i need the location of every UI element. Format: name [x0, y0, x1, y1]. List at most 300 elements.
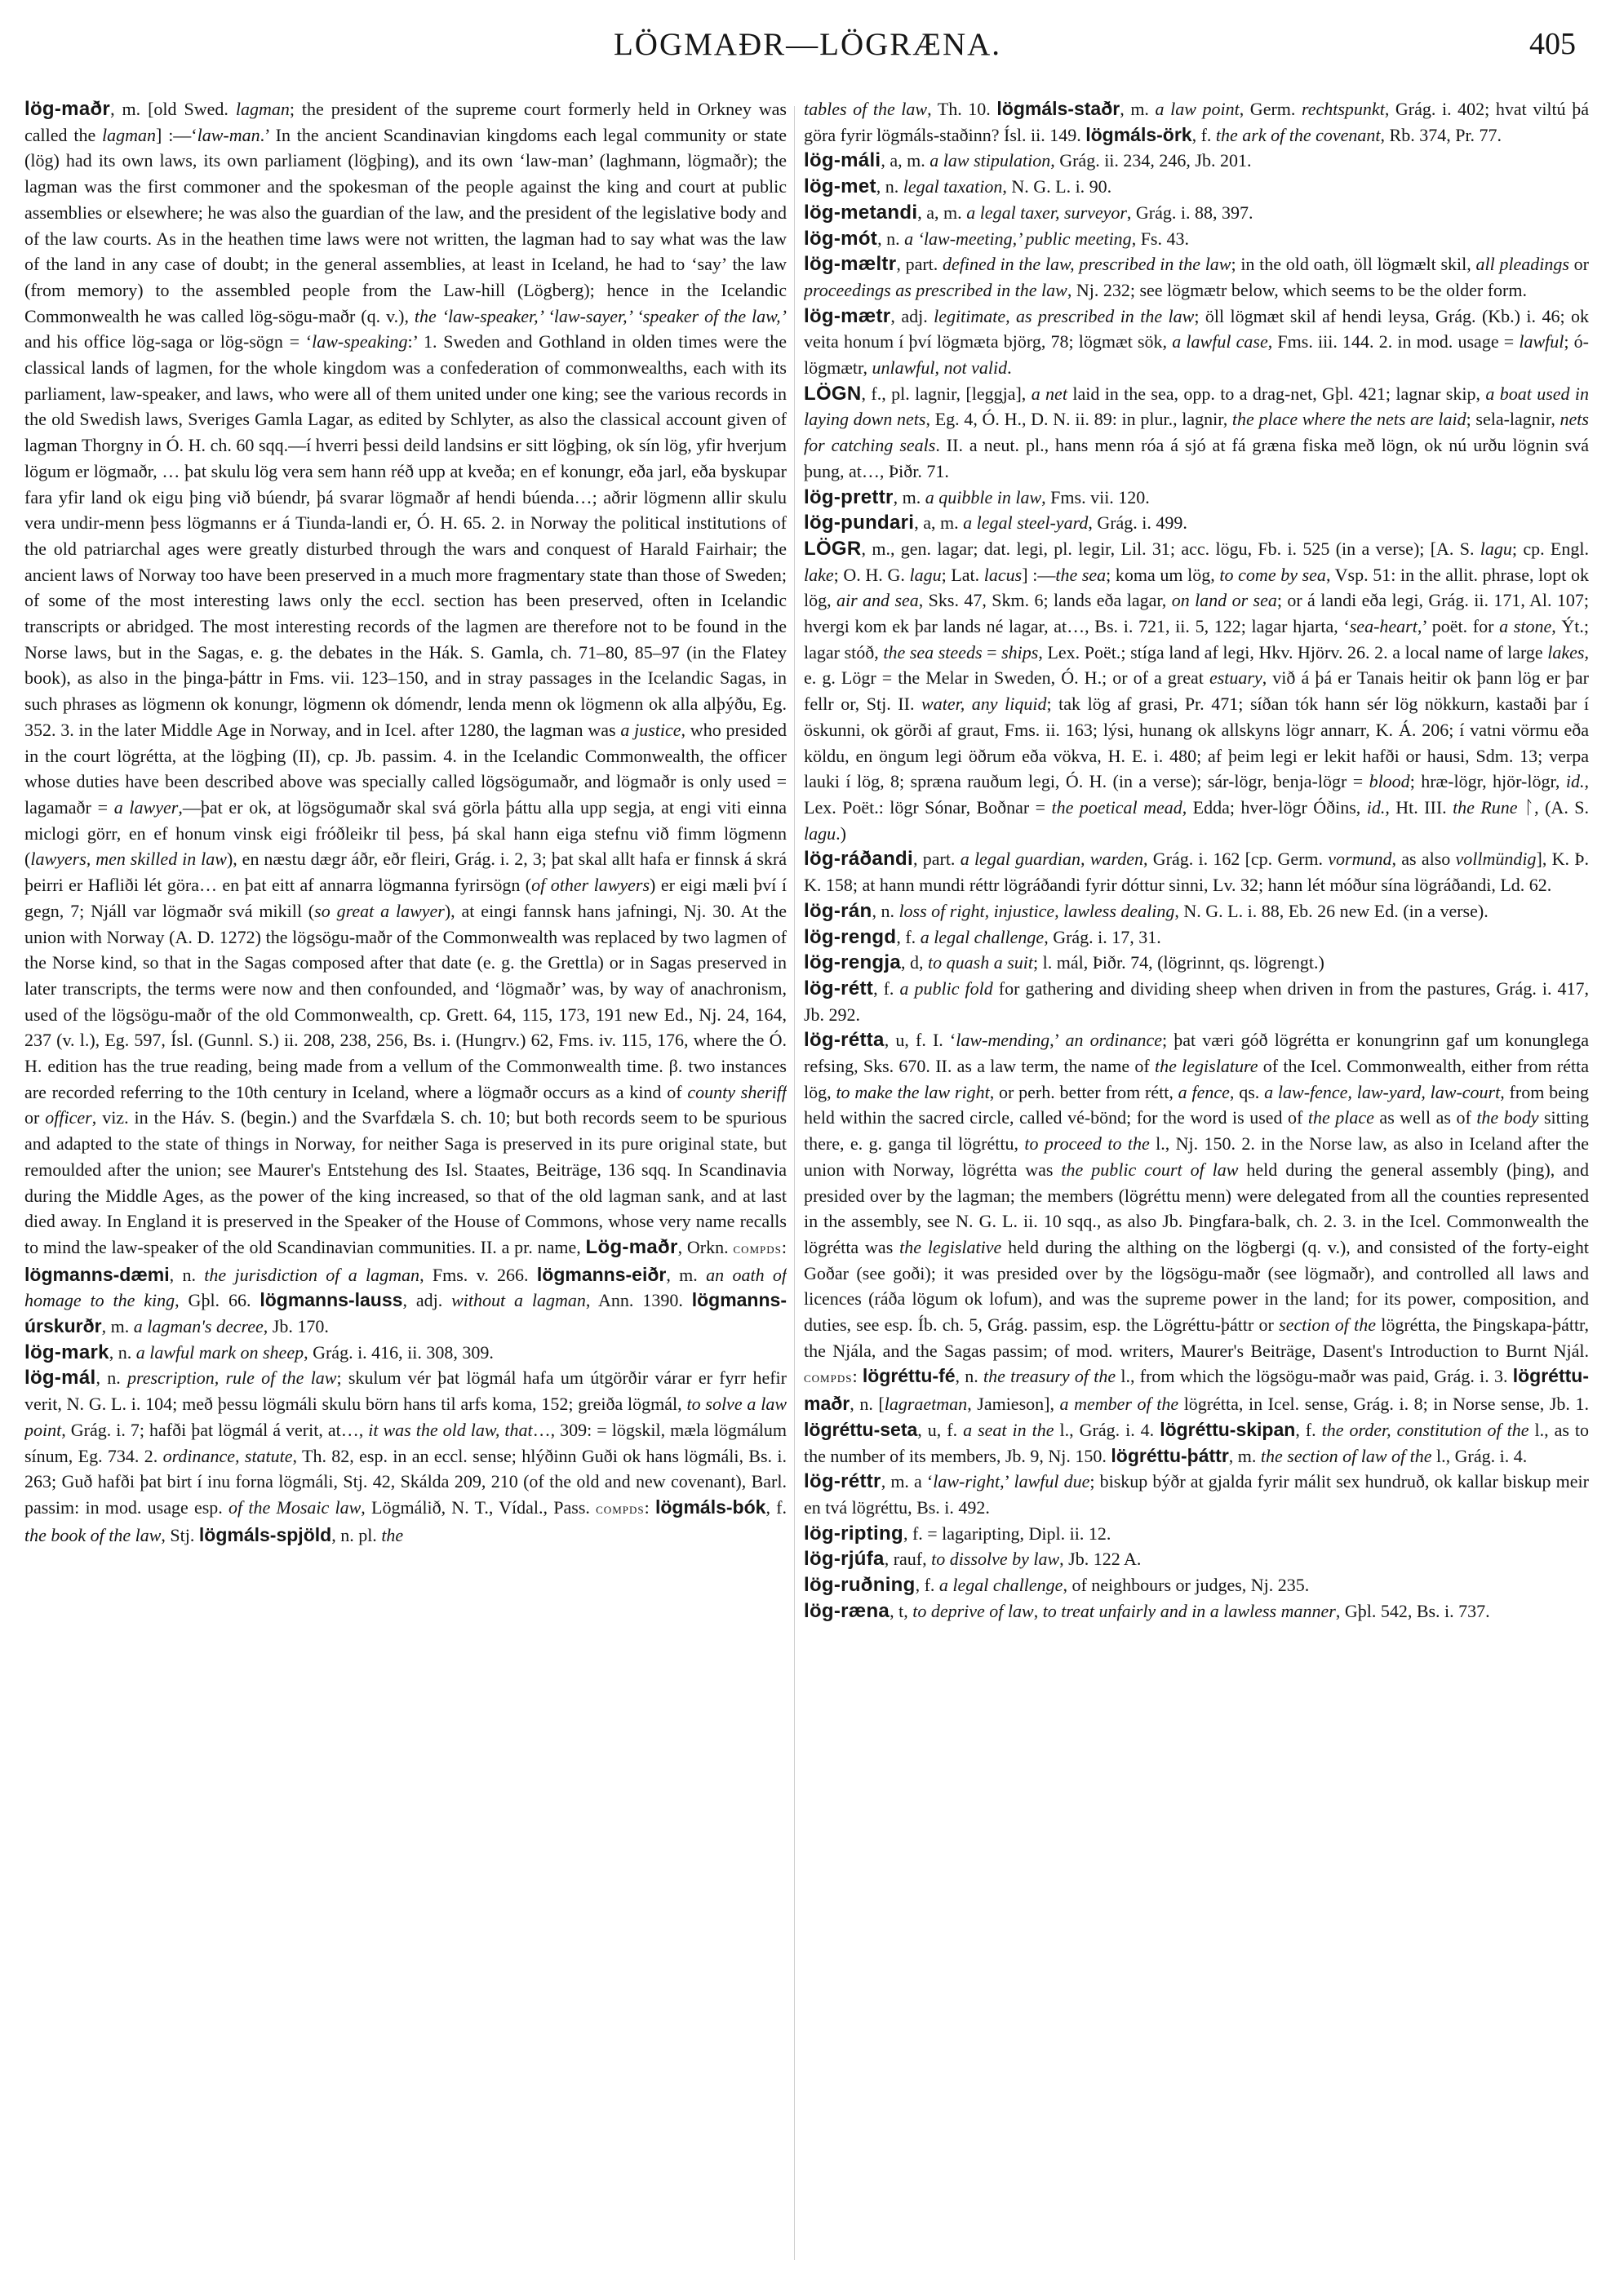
entry-text: , Germ. — [1239, 99, 1302, 119]
entry-text: , m. — [666, 1264, 707, 1285]
entry-text: ; sela-lagnir, — [1466, 409, 1560, 430]
entry-text: , m. a ‘ — [881, 1471, 934, 1492]
entry-text: , u, f. I. ‘ — [884, 1030, 956, 1051]
entry-text: or — [1568, 254, 1589, 275]
italic-text: the book of the law — [24, 1524, 162, 1545]
entry-text: , N. G. L. i. 88, Eb. 26 new Ed. (in a verse). — [1174, 900, 1489, 921]
entry-text: , Ýt.; lagar stóð, — [804, 616, 1589, 663]
italic-text: of the Mosaic law — [228, 1496, 362, 1518]
entry-text: , Vsp. 51: in the allit. phrase, lopt ok lög, — [804, 564, 1589, 611]
italic-text: a boat used in laying down nets — [804, 383, 1589, 430]
italic-text: the Rune — [1453, 796, 1518, 818]
small-caps-label: compds — [733, 1239, 782, 1257]
dictionary-entry — [804, 1598, 1589, 1624]
entry-text: , Jamieson], — [967, 1394, 1060, 1415]
subentry-headword: lögmanns-dæmi — [24, 1263, 170, 1285]
entry-text: , Grág. i. 7; hafði þat lögmál á verit, at…, — [61, 1419, 369, 1440]
headword: lög-maðr — [24, 98, 111, 120]
italic-text: a stone — [1499, 616, 1552, 637]
italic-text: the order, constitution of the — [1321, 1419, 1529, 1440]
headword: lög-pundari — [804, 512, 915, 534]
entry-text: , Sks. 47, Skm. 6; lands eða lagar, — [918, 590, 1172, 611]
headword: lög-rengd — [804, 925, 897, 948]
entry-text: , Lögmálið, N. T., Vídal., Pass. — [361, 1496, 597, 1518]
dictionary-entry — [804, 226, 1589, 252]
italic-text: proceedings as prescribed in the law — [804, 279, 1067, 300]
entry-text: , N. G. L. i. 90. — [1002, 176, 1112, 197]
entry-text: , Grág. i. 162 [cp. Germ. — [1142, 849, 1329, 870]
entry-text: , f. = lagaripting, Dipl. ii. 12. — [903, 1523, 1111, 1544]
italic-text: tables of the law — [804, 99, 928, 119]
italic-text: a public fold — [899, 977, 993, 999]
entry-text: , who presided in the court lögrétta, at the lögþing (II), cp. Jb. passim. 4. in the Icelandic Commonwealth, the officer whose duties have been described above was specially called lögsögumaðr, and lögmaðr is only used = lagamaðr = — [24, 719, 787, 818]
italic-text: the ‘law-speaker,’ ‘law-sayer,’ ‘speaker of the law,’ — [414, 305, 787, 326]
running-head: LÖGMAÐR—LÖGRÆNA. — [613, 27, 1002, 62]
italic-text: a lawful mark on sheep — [135, 1341, 304, 1363]
page-header — [0, 18, 1615, 67]
entry-text: , viz. in the Háv. S. (begin.) and the Svarfdæla S. ch. 10; but both records seem to be spurious and adapted to the state of things in Norway, for neither Saga is preserved in its pure original state, but remoulded after the union; see Maurer's Entstehung des Isl. Staates, Beiträge, 136 sqq. In Scandinavia during the Middle Ages, as the power of the king increased, so that of the old lagman sank, and at last died away. In England it is preserved in the Speaker of the House of Commons, whose very name recalls to mind the law-speaker of the old Scandinavian communities. II. a pr. name, — [24, 1107, 787, 1257]
entry-text: , n. — [169, 1264, 205, 1285]
entry-text: ; the president of the supreme court formerly held in Orkney was called the — [24, 99, 787, 145]
italic-text: a legal guardian, warden — [960, 849, 1143, 870]
italic-text: a lawyer — [113, 796, 179, 818]
entry-text: , m. [old Swed. — [110, 99, 236, 119]
entry-text: , m. — [1120, 99, 1156, 119]
dictionary-entry — [804, 200, 1589, 226]
italic-text: a legal steel-yard — [963, 512, 1089, 534]
dictionary-entry — [804, 510, 1589, 536]
entry-text: l., as to the number of its members, Jb. 9, Nj. 150. — [804, 1419, 1589, 1466]
entry-text: , Lex. Poët.: lögr Sónar, Boðnar = — [804, 771, 1589, 818]
italic-text: the legislative — [899, 1236, 1002, 1257]
entry-text: : — [644, 1496, 655, 1518]
italic-text: legal taxation — [903, 176, 1003, 197]
italic-text: to dissolve by law — [931, 1549, 1060, 1570]
headword: lög-rjúfa — [804, 1548, 885, 1571]
entry-text: of the Icel. Commonwealth, either from rétta lög, — [804, 1056, 1589, 1102]
entry-text: , Grág. i. 88, 397. — [1126, 202, 1253, 223]
italic-text: officer — [45, 1107, 92, 1128]
entry-text: , adj. — [402, 1290, 452, 1311]
entry-text: ], K. Þ. K. 158; at hann mundi réttr lögráðandi fyrir dóttur sinni, Lv. 32; hann lét móður sína lögráðandi, Ld. 62. — [804, 849, 1589, 896]
italic-text: sea-heart — [1349, 616, 1418, 637]
entry-text: lögrétta, the Þingskapa-þáttr, the Njála, and the Sagas passim; of mod. writers, Maurer's Beiträge, Dasent's Introduction to Burnt Njál. — [804, 1314, 1589, 1361]
italic-text: lawful due — [1014, 1471, 1090, 1492]
italic-text: the section of law of the — [1260, 1445, 1432, 1466]
entry-text: ; O. H. G. — [833, 564, 910, 585]
dictionary-entry — [804, 898, 1589, 924]
italic-text: to make the law right — [836, 1081, 990, 1102]
italic-text: a justice — [620, 719, 681, 740]
italic-text: a lagman's decree — [133, 1316, 264, 1337]
italic-text: the body — [1476, 1107, 1539, 1128]
subentry-headword: lögréttu-skipan — [1160, 1418, 1296, 1440]
italic-text: rechtspunkt — [1301, 99, 1385, 119]
italic-text: to proceed to the — [1024, 1133, 1150, 1155]
entry-text: , from being held within the sacred circle, called vé-bönd; for the word is used of — [804, 1081, 1589, 1128]
entry-text: , Stj. — [161, 1524, 199, 1545]
italic-text: the — [381, 1524, 404, 1545]
entry-text: , Ann. 1390. — [585, 1290, 692, 1311]
italic-text: ordinance, statute — [162, 1445, 293, 1466]
headword: lög-prettr — [804, 485, 894, 508]
subentry-headword: lögmanns-eiðr — [536, 1263, 667, 1285]
entry-text: . II. a neut. pl., hans menn róa á sjó at fá græna fiska með lögn, ok nú urðu lögnin svá þung, at…, Þiðr. 71. — [804, 435, 1589, 481]
entry-text: ; cp. Engl. — [1511, 538, 1589, 559]
entry-text: , qs. — [1229, 1081, 1265, 1102]
headword: lög-met — [804, 175, 876, 198]
italic-text: the poetical mead — [1051, 796, 1182, 818]
dictionary-entry — [804, 251, 1589, 303]
dictionary-entry — [804, 1572, 1589, 1598]
headword: lög-ræna — [804, 1599, 890, 1622]
column-divider — [794, 106, 795, 2260]
entry-text: ; koma um lög, — [1106, 564, 1220, 585]
dictionary-entry — [24, 96, 787, 1340]
entry-text: ; biskup býðr at gjalda fyrir málit sex hundruð, ok kallar biskup meir en tvá lögréttu, Bs. i. 492. — [804, 1471, 1589, 1518]
entry-text: ,—þat er ok, at lögsögumaðr skal svá görla þáttu alla upp segja, at engi viti einna miclogi görr, en ef honum vinsk eigi fróðleikr til þess, þá skal hann eiga stefnu við fimm lögmenn ( — [24, 796, 787, 870]
entry-text: ; hræ-lögr, hjör-lögr, — [1409, 771, 1566, 792]
italic-text: lawyers, men skilled in law — [30, 849, 227, 870]
italic-text: a net — [1031, 383, 1067, 404]
entry-text: , Th. 82, esp. in an eccl. sense; hlýðinn Guði ok hans lögmáli, Bs. i. 263; Guð hafði þat birt í inu forna lögmáli, Stj. 42, Skálda 209, 210 (of the old and new covenant), Barl. passim: in mod. usage esp. — [24, 1445, 787, 1518]
entry-text: …, 309: = lögskil, mæla lögmálum sínum, Eg. 734. 2. — [24, 1419, 787, 1466]
entry-text: , n. — [109, 1341, 136, 1363]
subentry-headword: lögmáls-örk — [1085, 123, 1192, 145]
dictionary-entry — [24, 1340, 787, 1366]
subentry-headword: lögmáls-spjöld — [198, 1523, 332, 1545]
dictionary-entry — [804, 1469, 1589, 1520]
entry-text: lögrétta, in Icel. sense, Grág. i. 8; in Norse sense, Jb. 1. — [1178, 1394, 1589, 1415]
entry-text: , Fs. 43. — [1131, 228, 1189, 249]
entry-text: , m. — [893, 486, 925, 508]
entry-text: , part. — [896, 254, 943, 275]
entry-text: l., Nj. 150. 2. in the Norse law, as also in Iceland after the union with Norway, lögrétta was — [804, 1133, 1589, 1180]
entry-text: , a, m. — [917, 202, 967, 223]
italic-text: all pleadings — [1475, 254, 1569, 275]
entry-text: , e. g. Lögr = the Melar in Sweden, Ó. H.; or of a great — [804, 641, 1589, 689]
dictionary-entry — [804, 304, 1589, 381]
entry-text: for gathering and dividing sheep when driven in from the pastures, Grág. i. 417, Jb. 292. — [804, 977, 1589, 1025]
entry-text: = — [982, 641, 1002, 663]
entry-text: , a, m. — [914, 512, 964, 534]
dictionary-entry — [804, 976, 1589, 1027]
italic-text: vormund — [1328, 849, 1392, 870]
entry-text: ), en næstu dægr áðr, eðr fleiri, Grág. i. 2, 3; þat skal allt hafa er finnsk á skrá þeirri er Hafliði lét göra… en þat eitt af annarra lögmanna fyrirsögn ( — [24, 849, 787, 896]
italic-text: defined in the law, prescribed in the law — [943, 254, 1231, 275]
entry-text: l., from which the lögsögu-maðr was paid, Grág. i. 3. — [1116, 1366, 1513, 1387]
entry-text: , a, m. — [881, 150, 930, 171]
dictionary-entry — [804, 846, 1589, 898]
italic-text: prescription, rule of the law — [126, 1367, 337, 1389]
italic-text: a member of the — [1059, 1394, 1179, 1415]
italic-text: the sea steeds — [883, 641, 983, 663]
entry-text: , u, f. — [917, 1419, 964, 1440]
entry-text: , Jb. 170. — [263, 1316, 329, 1337]
entry-text: ; Lat. — [941, 564, 984, 585]
entry-text: , Fms. iii. 144. 2. in mod. usage = — [1267, 331, 1520, 352]
entry-text: ; ó-lögmætr, — [804, 331, 1589, 379]
italic-text: a law-fence, law-yard, law-court — [1264, 1081, 1501, 1102]
dictionary-entry — [804, 485, 1589, 511]
entry-text: , of neighbours or judges, Nj. 235. — [1063, 1575, 1310, 1596]
dictionary-entry — [804, 1546, 1589, 1572]
italic-text: the place where the nets are laid — [1231, 409, 1466, 430]
italic-text: vollmündig — [1455, 849, 1537, 870]
entry-text: , Fms. vii. 120. — [1041, 486, 1150, 508]
entry-text: . — [1007, 357, 1012, 379]
headword: LÖGR — [804, 537, 862, 560]
italic-text: lagu — [1480, 538, 1512, 559]
italic-text: to come by sea — [1219, 564, 1326, 585]
italic-text: the ark of the covenant — [1215, 124, 1381, 145]
italic-text: without a lagman — [451, 1290, 586, 1311]
entry-text: l., Grág. i. 4. — [1054, 1419, 1160, 1440]
headword: lög-máli — [804, 149, 881, 172]
italic-text: a legal taxer, surveyor — [966, 202, 1127, 223]
entry-text: , d, — [901, 952, 929, 973]
dictionary-entry — [804, 1027, 1589, 1469]
headword: lög-rétt — [804, 977, 874, 1000]
page-number: 405 — [1529, 27, 1576, 61]
headword: lög-mót — [804, 227, 878, 250]
entry-text: , Gþl. 66. — [175, 1290, 260, 1311]
entry-text: , Ht. III. — [1385, 796, 1453, 818]
entry-text: , við á þá er Tanais heitir ok þann lög er þar fellr or, Stj. II. — [804, 667, 1589, 715]
italic-text: ships — [1001, 641, 1039, 663]
italic-text: estuary — [1209, 667, 1262, 689]
entry-text: : — [781, 1236, 787, 1257]
italic-text: a ‘law-meeting,’ public meeting — [904, 228, 1132, 249]
subentry-headword: lögréttu-þáttr — [1111, 1444, 1229, 1466]
entry-text: , f. — [896, 926, 921, 947]
entry-text: , n. [ — [850, 1394, 885, 1415]
entry-text: , m. — [1228, 1445, 1261, 1466]
italic-text: lagu — [804, 822, 836, 844]
entry-text: , rauf, — [884, 1549, 932, 1570]
entry-text: ] :—‘ — [156, 124, 197, 145]
italic-text: to quash a suit — [928, 952, 1033, 973]
entry-text: , m., gen. lagar; dat. legi, pl. legir, Lil. 31; acc. lögu, Fb. i. 525 (in a verse); [A. S. — [861, 538, 1480, 559]
subentry-headword: lögmáls-staðr — [996, 98, 1120, 119]
italic-text: a quibble in law — [925, 486, 1042, 508]
entry-text: ,’ poët. for — [1417, 616, 1500, 637]
italic-text: a fence — [1178, 1081, 1230, 1102]
entry-text: l., Grág. i. 4. — [1431, 1445, 1528, 1466]
entry-text: ; öll lögmæt skil af hendi leysa, Grág. (Kb.) i. 46; ok veita honum í því lögmæta björg, 78; lögmæt sök, — [804, 305, 1589, 352]
italic-text: an ordinance — [1065, 1030, 1163, 1051]
italic-text: a legal challenge — [920, 926, 1045, 947]
entry-text: .’ In the ancient Scandinavian kingdoms each legal community or state (lög) had its own laws, its own parliament (lögþing), and its own ‘law-man’ (laghmann, lögmaðr); the lagman was the first commoner and the spokesman of the people against the king and court at public assemblies or elsewhere; he was also the guardian of the law, and the president of the legislative body and of the law courts. As in the heathen time laws were not written, the lagman had to say what was the law of the land in any case of doubt; in the general assemblies, at least in Iceland, he had to ‘say’ the law (from memory) to the assembled people from the Law-hill (Lögberg); hence in the Icelandic Commonwealth he was called lög-sögu-maðr (q. v.), — [24, 124, 787, 326]
entry-text: , Grág. ii. 234, 246, Jb. 201. — [1050, 150, 1252, 171]
headword: lög-réttr — [804, 1470, 881, 1493]
entry-text: , f. — [1295, 1419, 1322, 1440]
headword: Lög-maðr — [585, 1235, 678, 1258]
entry-text: , Grág. i. 499. — [1088, 512, 1187, 534]
entry-text: , Grág. i. 17, 31. — [1044, 926, 1161, 947]
entry-text: , Edda; hver-lögr Óðins, — [1182, 796, 1367, 818]
italic-text: id. — [1366, 796, 1386, 818]
entry-text: ; skulum vér þat lögmál hafa um útgörðir várar er fyrr hefir verit, N. G. L. i. 104; með þessu lögmáli skulu börn hans til arfs koma, 152; greiða lögmál, — [24, 1367, 787, 1415]
dictionary-entry — [804, 1521, 1589, 1547]
italic-text: law-right — [933, 1471, 1001, 1492]
subentry-headword: lögréttu-fé — [862, 1365, 956, 1387]
entry-text: and his office lög-saga or lög-sögn = ‘ — [24, 331, 313, 352]
entry-text: , Fms. v. 266. — [419, 1264, 537, 1285]
italic-text: the treasury of the — [983, 1366, 1116, 1387]
entry-text: , n. — [872, 900, 899, 921]
entry-text: , n. pl. — [331, 1524, 382, 1545]
entry-text: ; or á landi eða legi, Grág. ii. 171, Al. 107; hvergi kom ek þar lands né lagar, at…, Bs. i. 721, ii. 5, 122; lagar hjarta, ‘ — [804, 590, 1589, 637]
entry-text: :’ 1. Sweden and Gothland in olden times were the classical lands of lagmen, for the whole kingdom was a confederation of commonwealths, each with its parliament, law-speaker, and laws, who were all of them united under one king; see the various records in the old Swedish laws, Sveriges Gamla Lagar, as edited by Schlyter, as also the classical account given of lagman Thorgny in Ó. H. ch. 60 sqq.—í hverri þessi deild landsins er sitt lögþing, ok sín lög, yfir hverjum lögum er lögmaðr, … þat skulu lög vera sem hann réð upp at kveða; en ef konungr, eða jarl, eða byskupar fara yfir land ok eigu þing við búendr, þá svarar lögmaðr af hendi búenda…; aðrir lögmenn allir skulu vera undir-menn þess lögmanns er á Tiunda-landi er, Ó. H. 65. 2. in Norway the political institutions of the old patriarchal ages were greatly disturbed through the wars and conquest of Harald Fairhair; the ancient laws of Norway too have been preserved in a much more fragmentary state than those of Sweden; of some of the most interesting laws only the eccl. section has been preserved, often in Icelandic transcripts or abridged. The most interesting records of the lagmen are therefore not to be found in the Norse laws, but in the Sagas, e. g. the debates in the Hák. S. Gamla, ch. 71–80, 85–97 (in the Flatey book), as also in the þinga-þáttr in Fms. vii. 123–150, and in stray passages in the Icelandic Sagas, in such phrases as lögmenn ok konungr, lögmenn ok dómendr, lenda menn ok lögmenn ok alla alþýðu, Eg. 352. 3. in the later Middle Age in Norway, and in Icel. after 1280, the lagman was — [24, 331, 787, 740]
entry-text: , — [1033, 1600, 1043, 1621]
italic-text: lagu — [909, 564, 942, 585]
entry-text: ] :— — [1022, 564, 1056, 585]
italic-text: law-mending — [956, 1030, 1050, 1051]
italic-text: lake — [804, 564, 834, 585]
entry-text: ,’ — [1000, 1471, 1014, 1492]
entry-text: sitting there, e. g. ganga til lögréttu, — [804, 1107, 1589, 1155]
headword: lög-ráðandi — [804, 848, 913, 871]
dictionary-entry — [804, 381, 1589, 485]
entry-text: , Nj. 232; see lögmætr below, which seems to be the older form. — [1067, 279, 1527, 300]
entry-text: : — [852, 1366, 863, 1387]
entry-text: , Orkn. — [677, 1236, 734, 1257]
headword: lög-rán — [804, 899, 872, 922]
italic-text: the public court of law — [1061, 1159, 1239, 1180]
small-caps-label: compds — [804, 1369, 853, 1387]
headword: lög-ripting — [804, 1522, 903, 1545]
subentry-headword: lögmanns-lauss — [260, 1289, 403, 1311]
entry-text: ᛚ, (A. S. — [1517, 796, 1589, 818]
entry-text: , f. — [765, 1496, 787, 1518]
entry-text: , Lex. Poët.; stíga land af legi, Hkv. Hjörv. 26. 2. a local name of large — [1038, 641, 1548, 663]
italic-text: unlawful, not valid — [872, 357, 1008, 379]
entry-text: ; tak lög af grasi, Pr. 471; síðan tók hann sér lög nökkurn, kastaði þar í öskunni, ok görði af graut, Fms. ii. 163; lýsi, hunang ok allskyns lögr annarr, K. Á. 206; í vatni vörmu eða köldu, en öngum legi öðrum eða vökva, H. E. i. 480; af þeim legi er lekit hafði or hausi, Sdm. 13; verpa lauki í lög, 8; spræna rauðum legi, Ó. H. (in a verse); sár-lögr, benja-lögr = — [804, 694, 1589, 792]
headword: lög-mætr — [804, 304, 891, 327]
entry-text: , Jb. 122 A. — [1059, 1549, 1142, 1570]
italic-text: nets for catching seals — [804, 409, 1589, 456]
italic-text: loss of right, injustice, lawless dealing — [898, 900, 1175, 921]
entry-text: ; in the old oath, öll lögmælt skil, — [1231, 254, 1476, 275]
dictionary-entry — [804, 174, 1589, 200]
subentry-headword: lögréttu-seta — [804, 1418, 918, 1440]
entry-text: , f. — [873, 977, 900, 999]
entry-text: , f., pl. lagnir, [leggja], — [861, 383, 1032, 404]
headword: lög-mæltr — [804, 253, 897, 276]
italic-text: an oath of homage to the king — [24, 1264, 787, 1311]
entry-text: or — [24, 1107, 46, 1128]
dictionary-entry — [804, 148, 1589, 174]
italic-text: a law stipulation — [930, 150, 1051, 171]
italic-text: a legal challenge — [938, 1575, 1063, 1596]
italic-text: the jurisdiction of a lagman — [204, 1264, 420, 1285]
italic-text: county sheriff — [687, 1081, 787, 1102]
entry-text: held during the althing on the lögbergi (q. v.), and consisted of the forty-eight Goðar (see goði); it was presided over by the lögsögu-maðr (see lögmaðr), and controlled all laws and licences (ráða lögum ok lofum), and was the supreme power in the land; for its power, composition, and duties, see esp. Íb. ch. 5, Grág. passim, esp. the Lögréttu-þáttr or — [804, 1236, 1589, 1336]
italic-text: id. — [1565, 771, 1585, 792]
subentry-headword: lögmanns-úrskurðr — [24, 1289, 787, 1337]
italic-text: on land or sea — [1171, 590, 1277, 611]
italic-text: blood — [1369, 771, 1410, 792]
entry-text: , n. — [877, 228, 905, 249]
entry-text: , or perh. better from rétt, — [989, 1081, 1178, 1102]
headword: lög-rétta — [804, 1029, 885, 1052]
italic-text: a lawful case — [1172, 331, 1268, 352]
entry-text: , adj. — [890, 305, 934, 326]
entry-text: ) er eigi mæli því í gegn, 7; Njáll var lögmaðr svá mikill ( — [24, 875, 787, 921]
italic-text: lagman — [235, 99, 290, 119]
italic-text: lagman — [102, 124, 157, 145]
entry-text: , Grág. i. 402; hvat viltú þá göra fyrir lögmáls-staðinn? Ísl. ii. 149. — [804, 99, 1589, 145]
italic-text: lagraetman — [884, 1394, 968, 1415]
headword: lög-rengja — [804, 951, 902, 974]
entry-text: , n. — [95, 1367, 127, 1389]
italic-text: so great a lawyer — [314, 900, 445, 921]
italic-text: a seat in the — [963, 1419, 1054, 1440]
italic-text: lawful — [1519, 331, 1564, 352]
entry-text: , Grág. i. 416, ii. 308, 309. — [304, 1341, 494, 1363]
entry-text: as well as of — [1373, 1107, 1477, 1128]
entry-text: , Rb. 374, Pr. 77. — [1380, 124, 1502, 145]
italic-text: to solve a law point — [24, 1394, 787, 1440]
dictionary-entry — [804, 536, 1589, 846]
italic-text: water, any liquid — [921, 694, 1047, 715]
entry-text: held during the general assembly (þing), and presided over by the lagman; the members (lögréttu menn) were delegated from all the counties represented in the assembly, see N. G. L. ii. 10 sqq., as also Jb. Þingfara-balk, ch. 2. 3. in the Icel. Commonwealth the lögrétta was — [804, 1159, 1589, 1257]
italic-text: lacus — [983, 564, 1023, 585]
entry-text: ), at eingi fannsk hans jafningi, Nj. 30. At the union with Norway (A. D. 1272) the lögsögu-maðr of the Commonwealth was replaced by two lagmen of the Norse kind, so that in the Sagas composed after that date (e. g. the Grettla) or in Sagas preserved in later transcripts, the terms were now and then confounded, and ‘lögmaðr’ was, by way of anachronism, used of the lögsögu-maðr of the old Commonwealth, cp. Grett. 64, 115, 173, 191 new Ed., Nj. 24, 164, 237 (v. l.), Eg. 597, Ísl. (Gunnl. S.) ii. 208, 238, 256, Bs. i. (Hungrv.) 62, Fms. iv. 115, 176, where the Ó. H. edition has the true reading, being made from a vellum of the Commonwealth time. β. two instances are recorded referring to the 10th century in Iceland, where a lögmaðr occurs as a kind of — [24, 900, 787, 1102]
entry-text: , n. — [876, 176, 903, 197]
italic-text: lakes — [1547, 641, 1585, 663]
subentry-headword: lögmáls-bók — [654, 1496, 766, 1518]
entry-text: ; l. mál, Þiðr. 74, (lögrinnt, qs. lögrengt.) — [1032, 952, 1324, 973]
italic-text: to deprive of law — [912, 1600, 1034, 1621]
italic-text: law-man — [197, 124, 260, 145]
entry-text: , m. — [101, 1316, 134, 1337]
headword: lög-mál — [24, 1367, 96, 1390]
entry-text: , Gþl. 542, Bs. i. 737. — [1335, 1600, 1490, 1621]
italic-text: it was the old law, that — [368, 1419, 533, 1440]
entry-text: , f. — [1191, 124, 1216, 145]
entry-text: , n. — [955, 1366, 984, 1387]
italic-text: legitimate, as prescribed in the law — [934, 305, 1195, 326]
dictionary-entry — [24, 1365, 787, 1548]
entry-text: .) — [836, 822, 846, 844]
italic-text: of other lawyers — [531, 875, 650, 896]
entry-text: , part. — [912, 849, 961, 870]
entry-text: , t, — [890, 1600, 913, 1621]
headword: lög-mark — [24, 1341, 109, 1363]
dictionary-entry — [804, 96, 1589, 148]
subentry-headword: lögréttu-maðr — [804, 1365, 1589, 1415]
entry-text: ; þat væri góð lögrétta er konungrinn gaf um konunglega refsing, Sks. 670. II. as a law term, the name of — [804, 1030, 1589, 1077]
italic-text: a law point — [1155, 99, 1240, 119]
italic-text: law-speaking — [312, 331, 408, 352]
entry-text: laid in the sea, opp. to a drag-net, Gþl. 421; lagnar skip, — [1067, 383, 1486, 404]
headword: lög-metandi — [804, 201, 918, 224]
entry-text: , as also — [1391, 849, 1456, 870]
italic-text: air and sea — [836, 590, 919, 611]
right-column — [804, 96, 1589, 2283]
italic-text: to treat unfairly and in a lawless manner — [1042, 1600, 1336, 1621]
headword: LÖGN — [804, 382, 862, 405]
entry-text: ,’ — [1049, 1030, 1066, 1051]
entry-text: , f. — [915, 1575, 939, 1596]
headword: lög-ruðning — [804, 1574, 916, 1597]
small-caps-label: compds — [596, 1500, 645, 1518]
italic-text: the legislature — [1155, 1056, 1258, 1077]
entry-text: , Th. 10. — [927, 99, 997, 119]
italic-text: the sea — [1055, 564, 1107, 585]
